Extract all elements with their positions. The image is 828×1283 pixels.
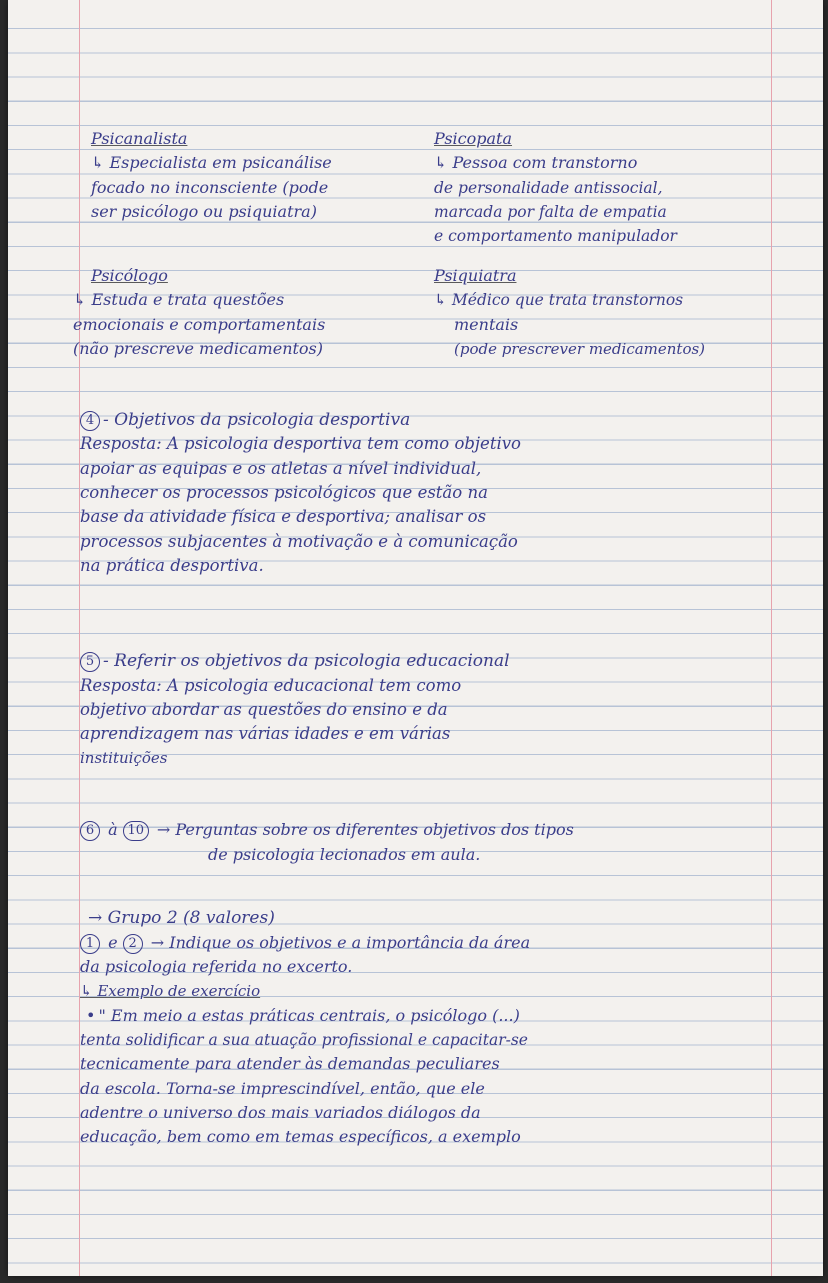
psicanalista-line: focado no inconsciente (pode	[91, 178, 329, 197]
psicanalista-line: ser psicólogo ou psiquiatra)	[91, 202, 317, 221]
q6-10-text: → Perguntas sobre os diferentes objetivos dos tipos	[156, 820, 574, 839]
psicanalista-title: Psicanalista	[91, 129, 188, 148]
psiquiatra-line: ↳ Médico que trata transtornos	[434, 291, 684, 309]
excerpt-line: educação, bem como em temas específicos, a exemplo	[80, 1127, 521, 1146]
psicologo-line: (não prescreve medicamentos)	[73, 339, 324, 358]
psiquiatra-line: mentais	[454, 315, 519, 334]
q6-10-line: de psicologia lecionados em aula.	[208, 845, 481, 864]
g2-instruction-1: → Indique os objetivos e a importância da área	[150, 933, 531, 952]
q6-10-connector: à	[108, 820, 118, 839]
q5-line: Resposta: A psicologia educacional tem como	[80, 676, 462, 695]
psicopata-line: de personalidade antissocial,	[434, 179, 663, 197]
example-label: ↳ Exemplo de exercício	[80, 982, 261, 1000]
right-margin-line	[771, 0, 772, 1276]
q5-line: aprendizagem nas várias idades e em várias	[80, 724, 451, 743]
q4-line: conhecer os processos psicológicos que estão na	[80, 483, 488, 502]
psicopata-line: marcada por falta de empatia	[434, 203, 667, 221]
psicopata-line: ↳ Pessoa com transtorno	[434, 153, 638, 172]
psicologo-line: emocionais e comportamentais	[73, 315, 326, 334]
grupo2-instruction	[80, 931, 530, 955]
excerpt-line: tecnicamente para atender às demandas peculiares	[80, 1054, 500, 1073]
psicologo-title: Psicólogo	[91, 266, 168, 285]
psicopata-line: e comportamento manipulador	[434, 227, 677, 245]
g2-q1-number: 1	[80, 934, 100, 954]
q6-10-line	[80, 818, 574, 842]
bullet-icon: •	[86, 1006, 96, 1025]
grupo2-heading: → Grupo 2 (8 valores)	[88, 908, 275, 928]
excerpt-line: da escola. Torna-se imprescindível, então, que ele	[80, 1079, 485, 1098]
q10-number: 10	[123, 821, 149, 841]
g2-connector: e	[108, 933, 118, 952]
q6-number: 6	[80, 821, 100, 841]
q4-number: 4	[80, 411, 100, 431]
q4-line: apoiar as equipas e os atletas a nível individual,	[80, 459, 482, 478]
grupo2-instruction-2: da psicologia referida no excerto.	[80, 957, 353, 976]
q4-line: base da atividade física e desportiva; analisar os	[80, 507, 487, 526]
q5-title: - Referir os objetivos da psicologia educacional	[103, 651, 510, 671]
excerpt-line: • " Em meio a estas práticas centrais, o psicólogo (...)	[86, 1004, 520, 1028]
q4-line: processos subjacentes à motivação e à comunicação	[80, 532, 518, 551]
q4-line: Resposta: A psicologia desportiva tem como objetivo	[80, 434, 521, 453]
excerpt-line: adentre o universo dos mais variados diálogos da	[80, 1103, 481, 1122]
excerpt-line: tenta solidificar a sua atuação profissional e capacitar-se	[80, 1031, 528, 1049]
q5-heading	[80, 649, 510, 673]
psicopata-title: Psicopata	[434, 129, 513, 148]
psicanalista-line: ↳ Especialista em psicanálise	[91, 153, 332, 172]
q4-line: na prática desportiva.	[80, 556, 264, 575]
q4-heading	[80, 408, 410, 432]
psiquiatra-line: (pode prescrever medicamentos)	[454, 340, 706, 358]
q5-line: objetivo abordar as questões do ensino e da	[80, 700, 448, 719]
notebook-page	[8, 0, 823, 1276]
q5-number: 5	[80, 652, 100, 672]
q4-title: - Objetivos da psicologia desportiva	[103, 410, 411, 430]
q5-line: instituições	[80, 749, 168, 767]
psicologo-line: ↳ Estuda e trata questões	[73, 290, 285, 309]
psiquiatra-title: Psiquiatra	[434, 266, 517, 285]
g2-q2-number: 2	[123, 934, 143, 954]
